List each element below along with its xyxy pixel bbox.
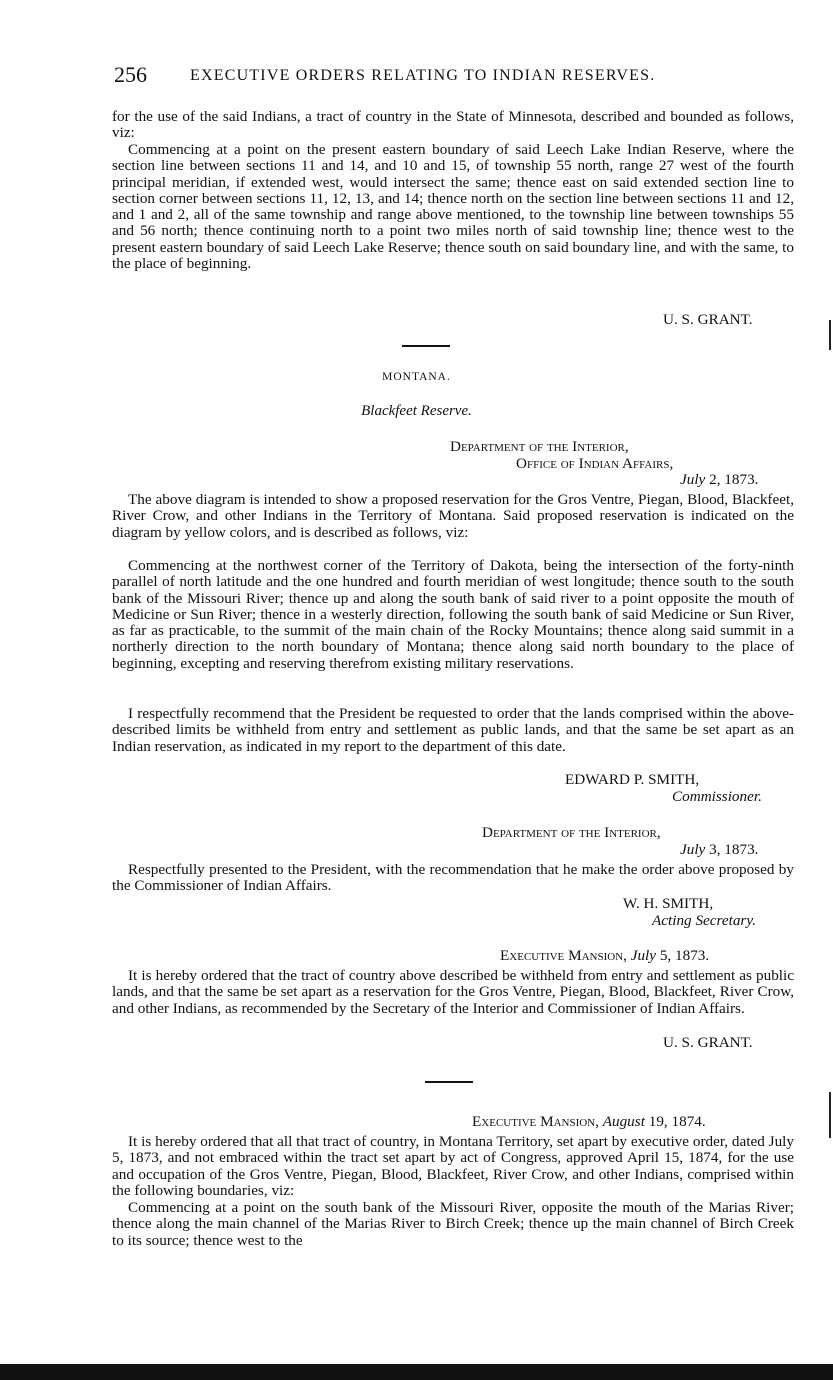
leech-lake-signature: U. S. GRANT. xyxy=(663,311,753,328)
order1-dateline xyxy=(500,947,709,965)
letter1-date-rest: 2, 1873. xyxy=(709,471,759,488)
order2-paragraph-2: Commencing at a point on the south bank of the Missouri River, opposite the mouth of the Marias River; thence along the main channel of the Marias River to Birch Creek; thence up the main channel of Birch Creek to its source; thence west to the xyxy=(112,1199,794,1249)
letter1-signer: EDWARD P. SMITH, xyxy=(565,771,700,788)
order1-place: Executive Mansion, xyxy=(500,947,627,964)
scan-bottom-edge xyxy=(0,1364,833,1380)
running-head: EXECUTIVE ORDERS RELATING TO INDIAN RESERVES. xyxy=(190,67,656,84)
letter1-paragraph-1: The above diagram is intended to show a proposed reservation for the Gros Ventre, Piegan, Blood, Blackfeet, River Crow, and other Indians in the Territory of Montana. Said proposed reservation is indicated on the diagram by yellow colors, and is described as follows, viz: xyxy=(112,491,794,541)
letter2-department: Department of the Interior, xyxy=(482,824,661,841)
letter1-office: Office of Indian Affairs, xyxy=(516,455,674,472)
reserve-subheading: Blackfeet Reserve. xyxy=(361,403,472,419)
section-divider-1 xyxy=(402,345,450,347)
leech-lake-paragraph-1: for the use of the said Indians, a tract of country in the State of Minnesota, described and bounded as follows, viz: xyxy=(112,108,794,142)
order1-date-month: July xyxy=(630,947,657,964)
letter2-date-month: July xyxy=(680,841,706,858)
letter1-signer-title: Commissioner. xyxy=(672,788,762,805)
order2-date-rest: 19, 1874. xyxy=(648,1113,706,1130)
letter1-date-month: July xyxy=(680,471,706,488)
margin-mark-2 xyxy=(829,1092,831,1138)
order1-paragraph-1: It is hereby ordered that the tract of country above described be withheld from entry and settlement as public lands, and that the same be set apart as a reservation for the Gros Ventre, Piegan, Blood, Blackfeet, River Crow, and other Indians, as recommended by the Secretary of the Interior and Commissioner of Indian Affairs. xyxy=(112,967,794,1017)
leech-lake-paragraph-2: Commencing at a point on the present eastern boundary of said Leech Lake Indian Reserve, where the section line between sections 11 and 14, and 10 and 15, of township 55 north, range 27 west of the fourth principal meridian, if extended west, would intersect the same; thence east on said extended section line to section corner between sections 11, 12, 13, and 14; thence north on the section line between sections 11 and 12, and 1 and 2, all of the same township and range above mentioned, to the township line between townships 55 and 56 north; thence continuing north to a point two miles north of said township line; thence west to the present eastern boundary of said Leech Lake Reserve; thence south on said boundary line, and with the same, to the place of beginning. xyxy=(112,141,794,273)
order1-date-rest: 5, 1873. xyxy=(659,947,710,964)
letter2-paragraph-1: Respectfully presented to the President, with the recommendation that he make the order above proposed by the Commissioner of Indian Affairs. xyxy=(112,861,794,895)
letter1-date xyxy=(680,471,758,489)
letter2-signer-title: Acting Secretary. xyxy=(652,912,757,929)
letter1-paragraph-2: Commencing at the northwest corner of the Territory of Dakota, being the intersection of the forty-ninth parallel of north latitude and the one hundred and fourth meridian of west longitude; thence south to the south bank of the Missouri River; thence up and along the south bank of said river to a point opposite the mouth of Medicine or Sun River; thence in a westerly direction, following the south bank of said Medicine or Sun River, as far as practicable, to the summit of the main chain of the Rocky Mountains; thence along said summit in a northerly direction to the north boundary of Montana; thence along said north boundary to the place of beginning, excepting and reserving therefrom existing military reservations. xyxy=(112,557,794,672)
margin-mark-1 xyxy=(829,320,831,350)
letter2-signer: W. H. SMITH, xyxy=(623,895,714,912)
order2-dateline xyxy=(472,1113,706,1131)
letter1-paragraph-3: I respectfully recommend that the President be requested to order that the lands comprised within the above-described limits be withheld from entry and settlement as public lands, and that the same be set apart as an Indian reservation, as indicated in my report to the department of this date. xyxy=(112,705,794,755)
section-divider-2 xyxy=(425,1081,473,1083)
page-header xyxy=(114,62,804,92)
order2-date-month: August xyxy=(602,1113,645,1130)
page-number: 256 xyxy=(114,62,147,87)
order2-paragraph-1: It is hereby ordered that all that tract of country, in Montana Territory, set apart by executive order, dated July 5, 1873, and not embraced within the tract set apart by act of Congress, approved April 15, 1874, for the use and occupation of the Gros Ventre, Piegan, Blood, Blackfeet, River Crow, and other Indians, comprised within the following boundaries, viz: xyxy=(112,1133,794,1199)
letter1-department: Department of the Interior, xyxy=(450,438,629,455)
state-heading: MONTANA. xyxy=(382,371,451,383)
order1-signature: U. S. GRANT. xyxy=(663,1034,753,1051)
order2-place: Executive Mansion, xyxy=(472,1113,599,1130)
letter2-date-rest: 3, 1873. xyxy=(709,841,759,858)
letter2-date xyxy=(680,841,758,859)
